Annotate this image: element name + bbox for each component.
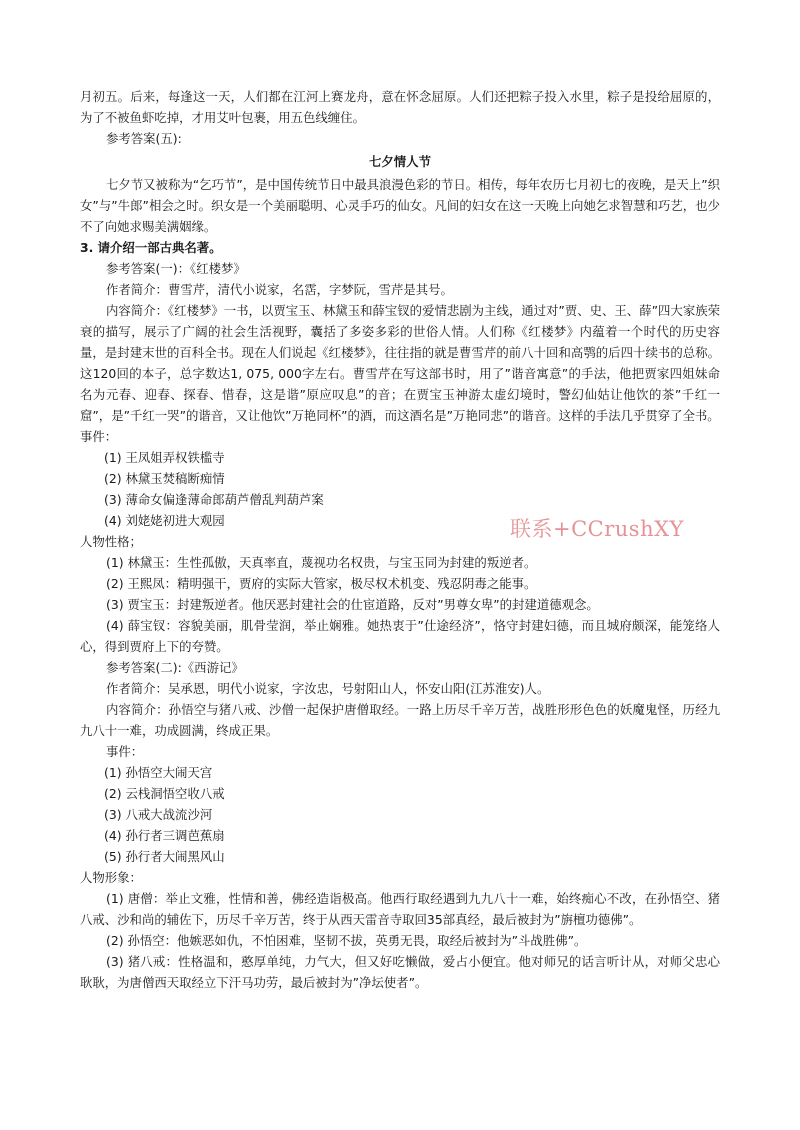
content-intro: 内容简介：《红楼梦》一书，以贾宝玉、林黛玉和薛宝钗的爱情悲剧为主线，通过对”贾、史、王、薛”四大家族荣衰的描写，展示了广阔的社会生活视野，囊括了多姿多彩的世俗人情。人们称《红楼梦》内蕴着一个时代的历史容量，是封建末世的百科全书。现在人们说起《红楼梦》，往往指的就是曹雪芹的前八十回和高鹗的后四十续书的总称。这120回的本子，总字数达1, 075, 000字左右。曹雪芹在写这部书时，用了”谐音寓意”的手法，他把贾家四姐妹命名为元春、迎春、探春、惜春，这是谐”原应叹息”的音；在贾宝玉神游太虚幻境时，警幻仙姑让他饮的茶”千红一窟”，是”千红一哭”的谐音，又让他饮”万艳同杯”的酒，而这酒名是”万艳同悲”的谐音。这样的手法几乎贯穿了全书。 bbox=[80, 303, 720, 423]
watermark-text: 联系+CCrushXY bbox=[510, 517, 684, 541]
answer-label: 参考答案(二):《西游记》 bbox=[106, 660, 244, 675]
characters-label: 人物性格； bbox=[80, 534, 142, 549]
character-item: (2) 孙悟空：他嫉恶如仇，不怕困难，坚韧不拔，英勇无畏，取经后被封为”斗战胜佛”。 bbox=[106, 933, 587, 948]
character-item: (1) 林黛玉：生性孤傲，天真率直，蔑视功名权贵，与宝玉同为封建的叛逆者。 bbox=[106, 555, 537, 570]
paragraph: 月初五。后来，每逢这一天，人们都在江河上赛龙舟，意在怀念屈原。人们还把粽子投入水里，粽子是投给屈原的，为了不被鱼虾吃掉，才用艾叶包裹，用五色线缠住。 bbox=[80, 89, 720, 125]
answer-label: 参考答案(一)：《红楼梦》 bbox=[106, 261, 246, 276]
character-item: (3) 猪八戒：性格温和，憨厚单纯，力气大，但又好吃懒做，爱占小便宜。他对师兄的话言听计从，对师父忠心耿耿，为唐僧西天取经立下汗马功劳，最后被封为”净坛使者”。 bbox=[80, 954, 720, 990]
list-item: (2) 林黛玉焚稿断痴情 bbox=[104, 471, 225, 486]
character-item: (4) 薛宝钗：容貌美丽，肌骨莹润，举止娴雅。她热衷于”仕途经济”，恪守封建妇德，而且城府颇深，能笼络人心，得到贾府上下的夸赞。 bbox=[80, 618, 720, 654]
list-item: (1) 王凤姐弄权铁槛寺 bbox=[104, 450, 225, 465]
list-item: (4) 刘姥姥初进大观园 bbox=[104, 513, 225, 528]
character-item: (3) 贾宝玉：封建叛逆者。他厌恶封建社会的仕宦道路，反对”男尊女卑”的封建道德观念。 bbox=[106, 597, 599, 612]
list-item: (5) 孙行者大闹黑风山 bbox=[104, 849, 225, 864]
content-intro: 内容简介：孙悟空与猪八戒、沙僧一起保护唐僧取经。一路上历尽千辛万苦，战胜形形色色的妖魔鬼怪，历经九九八十一难，功成圆满，终成正果。 bbox=[80, 702, 720, 738]
events-label: 事件： bbox=[106, 744, 144, 759]
author-intro: 作者简介：吴承恩，明代小说家，字汝忠，号射阳山人，怀安山阳(江苏淮安)人。 bbox=[106, 681, 550, 696]
answer-label: 参考答案(五): bbox=[106, 131, 182, 146]
question-heading: 3. 请介绍一部古典名著。 bbox=[80, 240, 222, 255]
events-label: 事件： bbox=[80, 429, 118, 444]
character-item: (2) 王熙凤：精明强干，贾府的实际大管家，极尽权术机变、残忍阴毒之能事。 bbox=[106, 576, 537, 591]
list-item: (1) 孙悟空大闹天宫 bbox=[104, 765, 213, 780]
characters-label: 人物形象： bbox=[80, 870, 142, 885]
list-item: (2) 云栈洞悟空收八戒 bbox=[104, 786, 225, 801]
list-item: (3) 薄命女偏逢薄命郎葫芦僧乱判葫芦案 bbox=[104, 492, 324, 507]
paragraph: 七夕节又被称为“乞巧节”，是中国传统节日中最具浪漫色彩的节日。相传，每年农历七月初七的夜晚，是天上”织女”与”牛郎”相会之时。织女是一个美丽聪明、心灵手巧的仙女。凡间的妇女在这一天晚上向她乞求智慧和巧艺，也少不了向她求赐美满姻缘。 bbox=[80, 177, 721, 234]
list-item: (4) 孙行者三调芭蕉扇 bbox=[104, 828, 225, 843]
author-intro: 作者简介：曹雪芹，清代小说家，名霑，字梦阮，雪芹是其号。 bbox=[106, 282, 453, 297]
list-item: (3) 八戒大战流沙河 bbox=[104, 807, 213, 822]
section-title: 七夕情人节 bbox=[369, 154, 431, 169]
character-item: (1) 唐僧：举止文雅，性情和善，佛经造诣极高。他西行取经遇到九九八十一难，始终痴心不改，在孙悟空、猪八戒、沙和尚的辅佐下，历尽千辛万苦，终于从西天雷音寺取回35部真经，最后被封为”旃檀功德佛”。 bbox=[80, 891, 720, 927]
